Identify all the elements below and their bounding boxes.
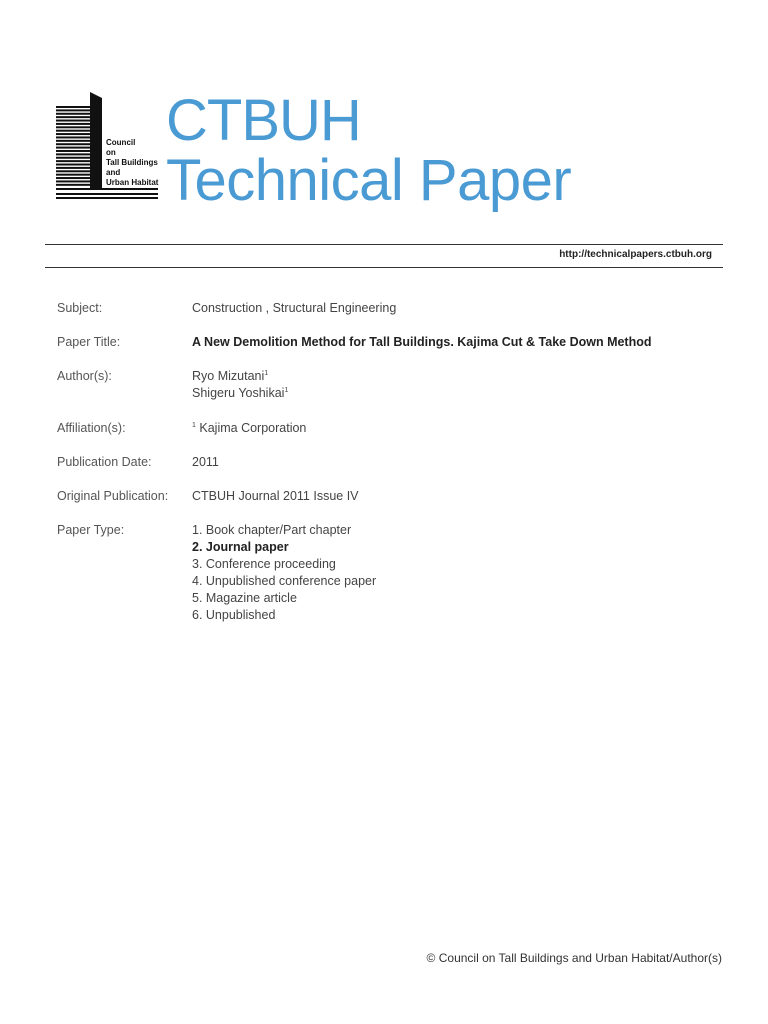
copyright-footer: © Council on Tall Buildings and Urban Habitat/Author(s) xyxy=(426,951,722,965)
authors-label: Author(s): xyxy=(57,369,112,383)
technical-papers-link[interactable]: http://technicalpapers.ctbuh.org xyxy=(559,249,712,260)
top-rule xyxy=(45,244,723,245)
brand-subtitle: Technical Paper xyxy=(166,148,572,213)
paper-type-item: 4. Unpublished conference paper xyxy=(192,574,377,588)
affiliations-label: Affiliation(s): xyxy=(57,421,126,435)
paper-type-item: 3. Conference proceeding xyxy=(192,557,336,571)
subject-label: Subject: xyxy=(57,301,103,315)
paper-type-label: Paper Type: xyxy=(57,523,125,537)
author-item: Ryo Mizutani$^1$ xyxy=(192,369,269,383)
affiliation-mark: 1 xyxy=(192,421,196,429)
author-affiliation-mark: 1 xyxy=(284,386,289,394)
logo-text: Council on Tall Buildings and Urban Habitat xyxy=(106,138,159,187)
publication-date-value: 2011 xyxy=(192,455,219,469)
brand-title: CTBUH xyxy=(166,88,361,153)
paper-type-item: 6. Unpublished xyxy=(192,608,276,622)
paper-type-item: 5. Magazine article xyxy=(192,591,297,605)
original-publication-value: CTBUH Journal 2011 Issue IV xyxy=(192,489,359,503)
paper-type-item: 2. Journal paper xyxy=(192,540,289,554)
affiliations-value: $^1$ Kajima Corporation xyxy=(192,421,307,435)
original-publication-label: Original Publication: xyxy=(57,489,169,503)
author-item: Shigeru Yoshikai$^1$ xyxy=(192,386,289,400)
author-affiliation-mark: 1 xyxy=(264,369,269,377)
authors-list xyxy=(192,368,288,402)
bottom-rule xyxy=(45,267,723,268)
paper-title-value: A New Demolition Method for Tall Buildings. Kajima Cut & Take Down Method xyxy=(192,335,652,349)
paper-type-item: 1. Book chapter/Part chapter xyxy=(192,523,352,537)
subject-value: Construction , Structural Engineering xyxy=(192,301,397,315)
publication-date-label: Publication Date: xyxy=(57,455,152,469)
paper-title-label: Paper Title: xyxy=(57,335,121,349)
paper-type-list xyxy=(192,522,376,624)
